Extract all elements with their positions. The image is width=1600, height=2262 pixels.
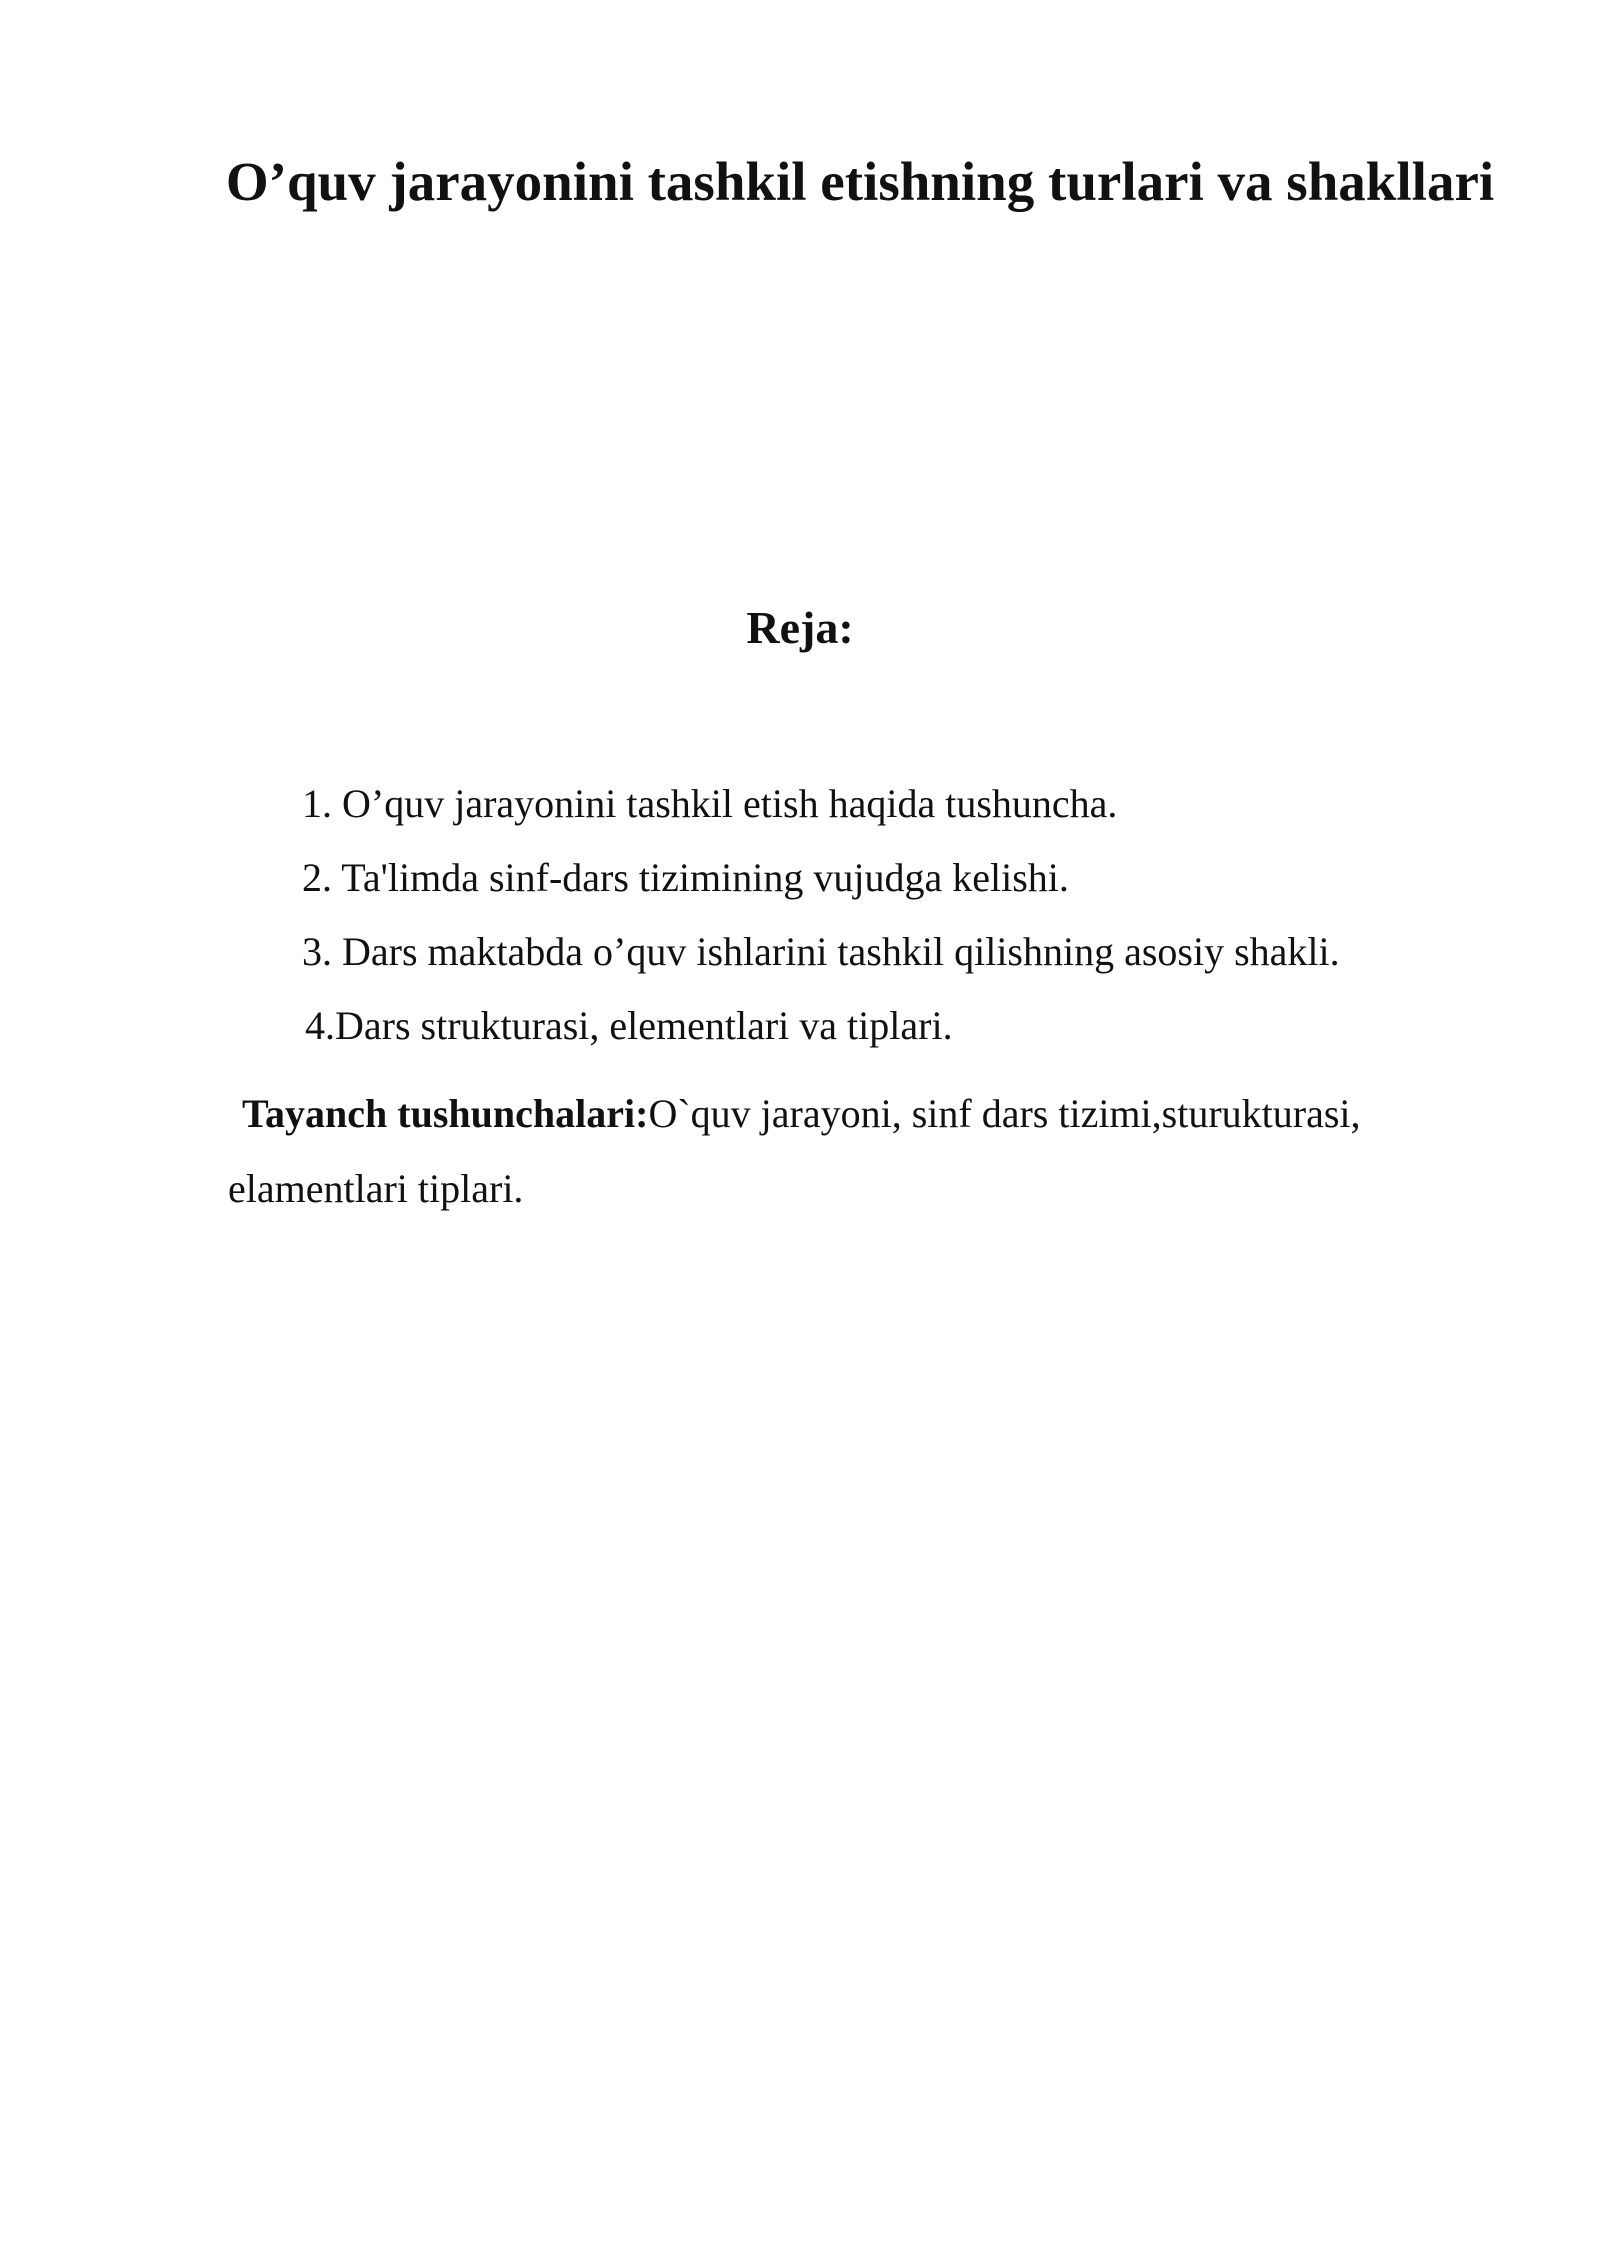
plan-item-4: 4.Dars strukturasi, elementlari va tiplari. [305,1003,953,1048]
plan-item-1: 1. O’quv jarayonini tashkil etish haqida tushuncha. [302,781,1118,826]
keywords-text: O`quv jarayoni, sinf dars tizimi,sturukturasi, elamentlari tiplari. [228,1091,1361,1211]
keywords-label: Tayanch tushunchalari: [242,1091,649,1136]
plan-item-2: 2. Ta'limda sinf-dars tizimining vujudga kelishi. [302,855,1069,900]
keywords-paragraph [228,1076,1478,1226]
plan-item-3: 3. Dars maktabda o’quv ishlarini tashkil qilishning asosiy shakli. [302,929,1340,974]
document-title: O’quv jarayonini tashkil etishning turlari va shakllari [225,151,1495,212]
plan-heading: Reja: [746,602,854,653]
